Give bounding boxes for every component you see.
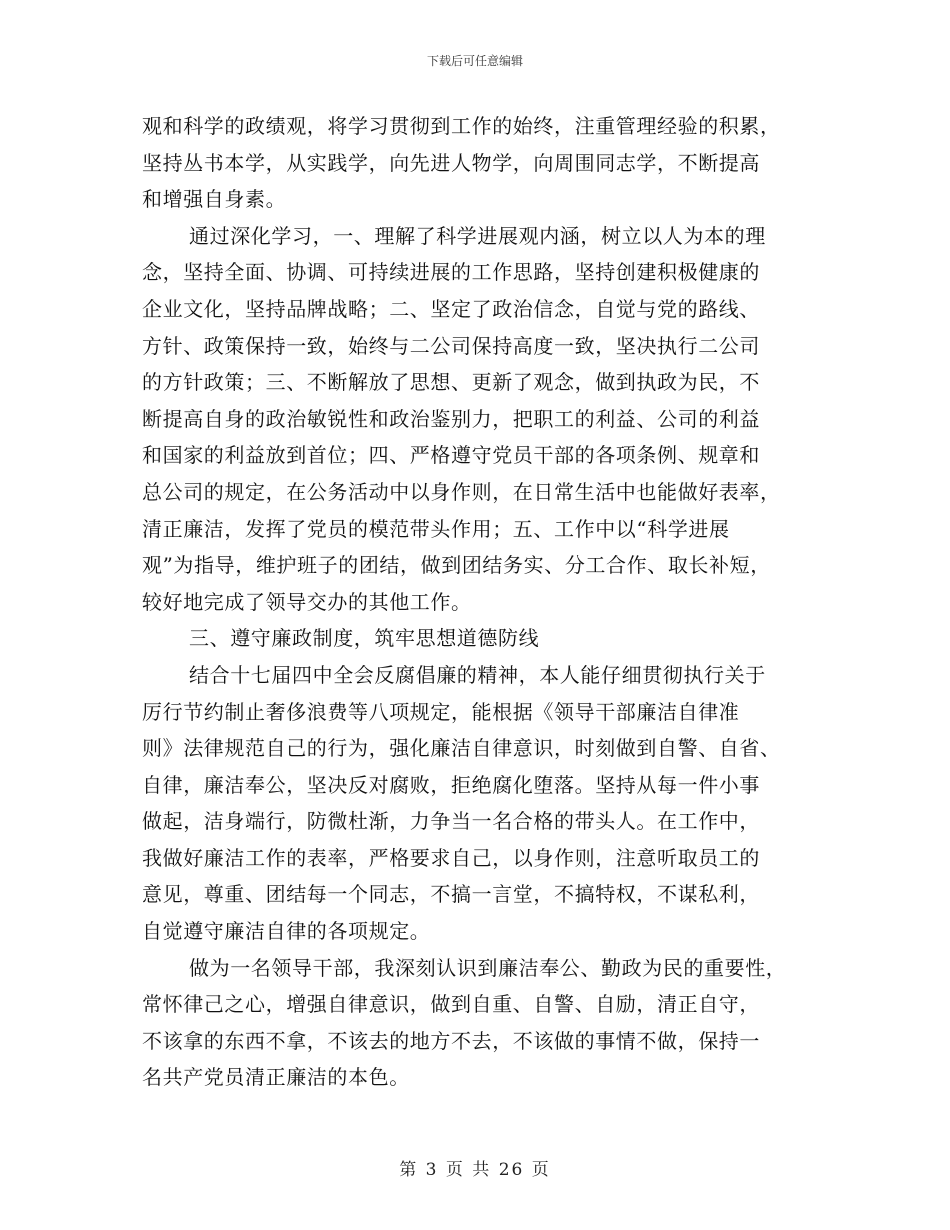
body-text-line: 做起，洁身端行，防微杜渐，力争当一名合格的带头人。在工作中， bbox=[142, 809, 760, 834]
page-footer-number: 第 3 页 共 26 页 bbox=[399, 1160, 551, 1180]
body-text-line: 三、遵守廉政制度，筑牢思想道德防线 bbox=[189, 626, 540, 651]
body-text-line: 断提高自身的政治敏锐性和政治鉴别力，把职工的利益、公司的利益 bbox=[142, 406, 760, 431]
body-text-line: 念，坚持全面、协调、可持续进展的工作思路，坚持创建积极健康的 bbox=[142, 260, 760, 285]
body-text-line: 自觉遵守廉洁自律的各项规定。 bbox=[142, 919, 431, 944]
body-text-line: 企业文化，坚持品牌战略；二、坚定了政治信念，自觉与党的路线、 bbox=[142, 296, 760, 321]
body-text-line: 通过深化学习，一、理解了科学进展观内涵，树立以人为本的理 bbox=[189, 223, 766, 248]
body-text-line: 则》法律规范自己的行为，强化廉洁自律意识，时刻做到自警、自省、 bbox=[142, 736, 781, 761]
body-text-line: 清正廉洁，发挥了党员的模范带头作用；五、工作中以“科学进展 bbox=[142, 516, 730, 541]
body-text-line: 我做好廉洁工作的表率，严格要求自己，以身作则，注意听取员工的 bbox=[142, 845, 760, 870]
body-text-line: 常怀律己之心，增强自律意识，做到自重、自警、自励，清正自守， bbox=[142, 992, 760, 1017]
body-text-line: 和增强自身素。 bbox=[142, 187, 287, 212]
body-text-line: 和国家的利益放到首位；四、严格遵守党员干部的各项条例、规章和 bbox=[142, 443, 760, 468]
body-text-line: 坚持丛书本学，从实践学，向先进人物学，向周围同志学，不断提高 bbox=[142, 150, 760, 175]
body-text-line: 观和科学的政绩观，将学习贯彻到工作的始终，注重管理经验的积累， bbox=[142, 114, 781, 138]
document-body bbox=[142, 108, 810, 1096]
body-text-line: 总公司的规定，在公务活动中以身作则，在日常生活中也能做好表率， bbox=[142, 479, 781, 504]
body-text-line: 自律，廉洁奉公，坚决反对腐败，拒绝腐化堕落。坚持从每一件小事 bbox=[142, 772, 760, 797]
body-text-line: 观”为指导，维护班子的团结，做到团结务实、分工合作、取长补短， bbox=[142, 553, 771, 578]
body-text-line: 意见，尊重、团结每一个同志，不搞一言堂，不搞特权，不谋私利， bbox=[142, 882, 760, 907]
body-text-line: 结合十七届四中全会反腐倡廉的精神，本人能仔细贯彻执行关于 bbox=[189, 662, 766, 687]
body-text-line: 不该拿的东西不拿，不该去的地方不去，不该做的事情不做，保持一 bbox=[142, 1028, 760, 1053]
page-header-note: 下载后可任意编辑 bbox=[426, 54, 523, 68]
body-text-line: 厉行节约制止奢侈浪费等八项规定，能根据《领导干部廉洁自律准 bbox=[142, 699, 740, 724]
body-text-line: 名共产党员清正廉洁的本色。 bbox=[142, 1065, 410, 1090]
body-text-line: 做为一名领导干部，我深刻认识到廉洁奉公、勤政为民的重要性， bbox=[189, 955, 787, 980]
body-text-line: 方针、政策保持一致，始终与二公司保持高度一致，坚决执行二公司 bbox=[142, 333, 760, 358]
body-text-line: 的方针政策；三、不断解放了思想、更新了观念，做到执政为民，不 bbox=[142, 370, 760, 395]
body-text-line: 较好地完成了领导交办的其他工作。 bbox=[142, 589, 472, 614]
